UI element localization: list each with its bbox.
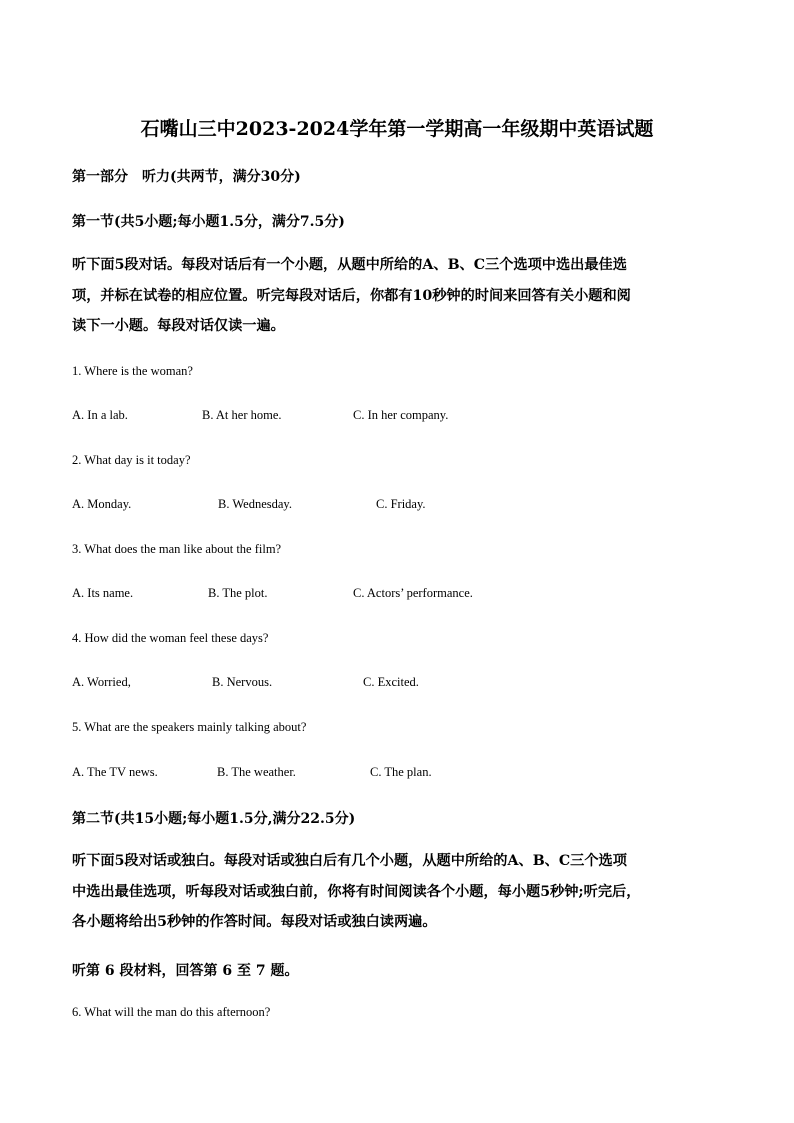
option-a: A. Its name.: [72, 586, 134, 600]
section2-instructions: [72, 846, 722, 938]
section1-heading: 第一节(共5小题;每小题1.5分，满分7.5分): [72, 214, 345, 230]
question-1: 1. Where is the woman?: [72, 364, 193, 378]
instruction-line: 读下一小题。每段对话仅读一遍。: [72, 318, 285, 334]
option-a: A. The TV news.: [72, 765, 158, 779]
option-b: B. Nervous.: [212, 675, 273, 689]
option-b: B. Wednesday.: [218, 497, 292, 511]
instruction-line: 听下面5段对话或独白。每段对话或独白后有几个小题，从题中所给的A、B、C三个选项: [72, 853, 627, 869]
option-a: A. Worried,: [72, 675, 131, 689]
section1-instructions: [72, 250, 722, 342]
page-title: 石嘴山三中2023-2024学年第一学期高一年级期中英语试题: [140, 118, 654, 140]
question-3: 3. What does the man like about the film?: [72, 542, 282, 556]
option-b: B. The weather.: [217, 765, 296, 779]
instruction-line: 中选出最佳选项，听每段对话或独白前，你将有时间阅读各个小题，每小题5秒钟;听完后，: [72, 883, 641, 900]
question-2-options: [72, 497, 722, 517]
option-b: B. At her home.: [202, 408, 282, 422]
option-c: C. Actors’ performance.: [353, 586, 473, 600]
instruction-line: 项，并标在试卷的相应位置。听完每段对话后，你都有10秒钟的时间来回答有关小题和阅: [72, 287, 631, 304]
question-3-options: [72, 586, 722, 606]
instruction-line: 各小题将给出5秒钟的作答时间。每段对话或独白读两遍。: [72, 914, 437, 930]
option-c: C. The plan.: [370, 765, 432, 779]
option-a: A. In a lab.: [72, 408, 128, 422]
question-2: 2. What day is it today?: [72, 453, 191, 467]
material-heading: 听第 6 段材料，回答第 6 至 7 题。: [72, 963, 299, 979]
question-5-options: [72, 765, 722, 785]
instruction-line: 听下面5段对话。每段对话后有一个小题，从题中所给的A、B、C三个选项中选出最佳选: [72, 257, 627, 273]
option-c: C. Excited.: [363, 675, 419, 689]
option-a: A. Monday.: [72, 497, 132, 511]
question-6: 6. What will the man do this afternoon?: [72, 1005, 271, 1019]
section2-heading: 第二节(共15小题;每小题1.5分,满分22.5分): [72, 811, 356, 827]
question-4-options: [72, 675, 722, 695]
question-5: 5. What are the speakers mainly talking about?: [72, 720, 307, 734]
question-1-options: [72, 408, 722, 428]
option-c: C. Friday.: [376, 497, 426, 511]
question-4: 4. How did the woman feel these days?: [72, 631, 269, 645]
option-c: C. In her company.: [353, 408, 449, 422]
part1-heading: 第一部分 听力(共两节，满分30分): [72, 169, 301, 185]
option-b: B. The plot.: [208, 586, 268, 600]
